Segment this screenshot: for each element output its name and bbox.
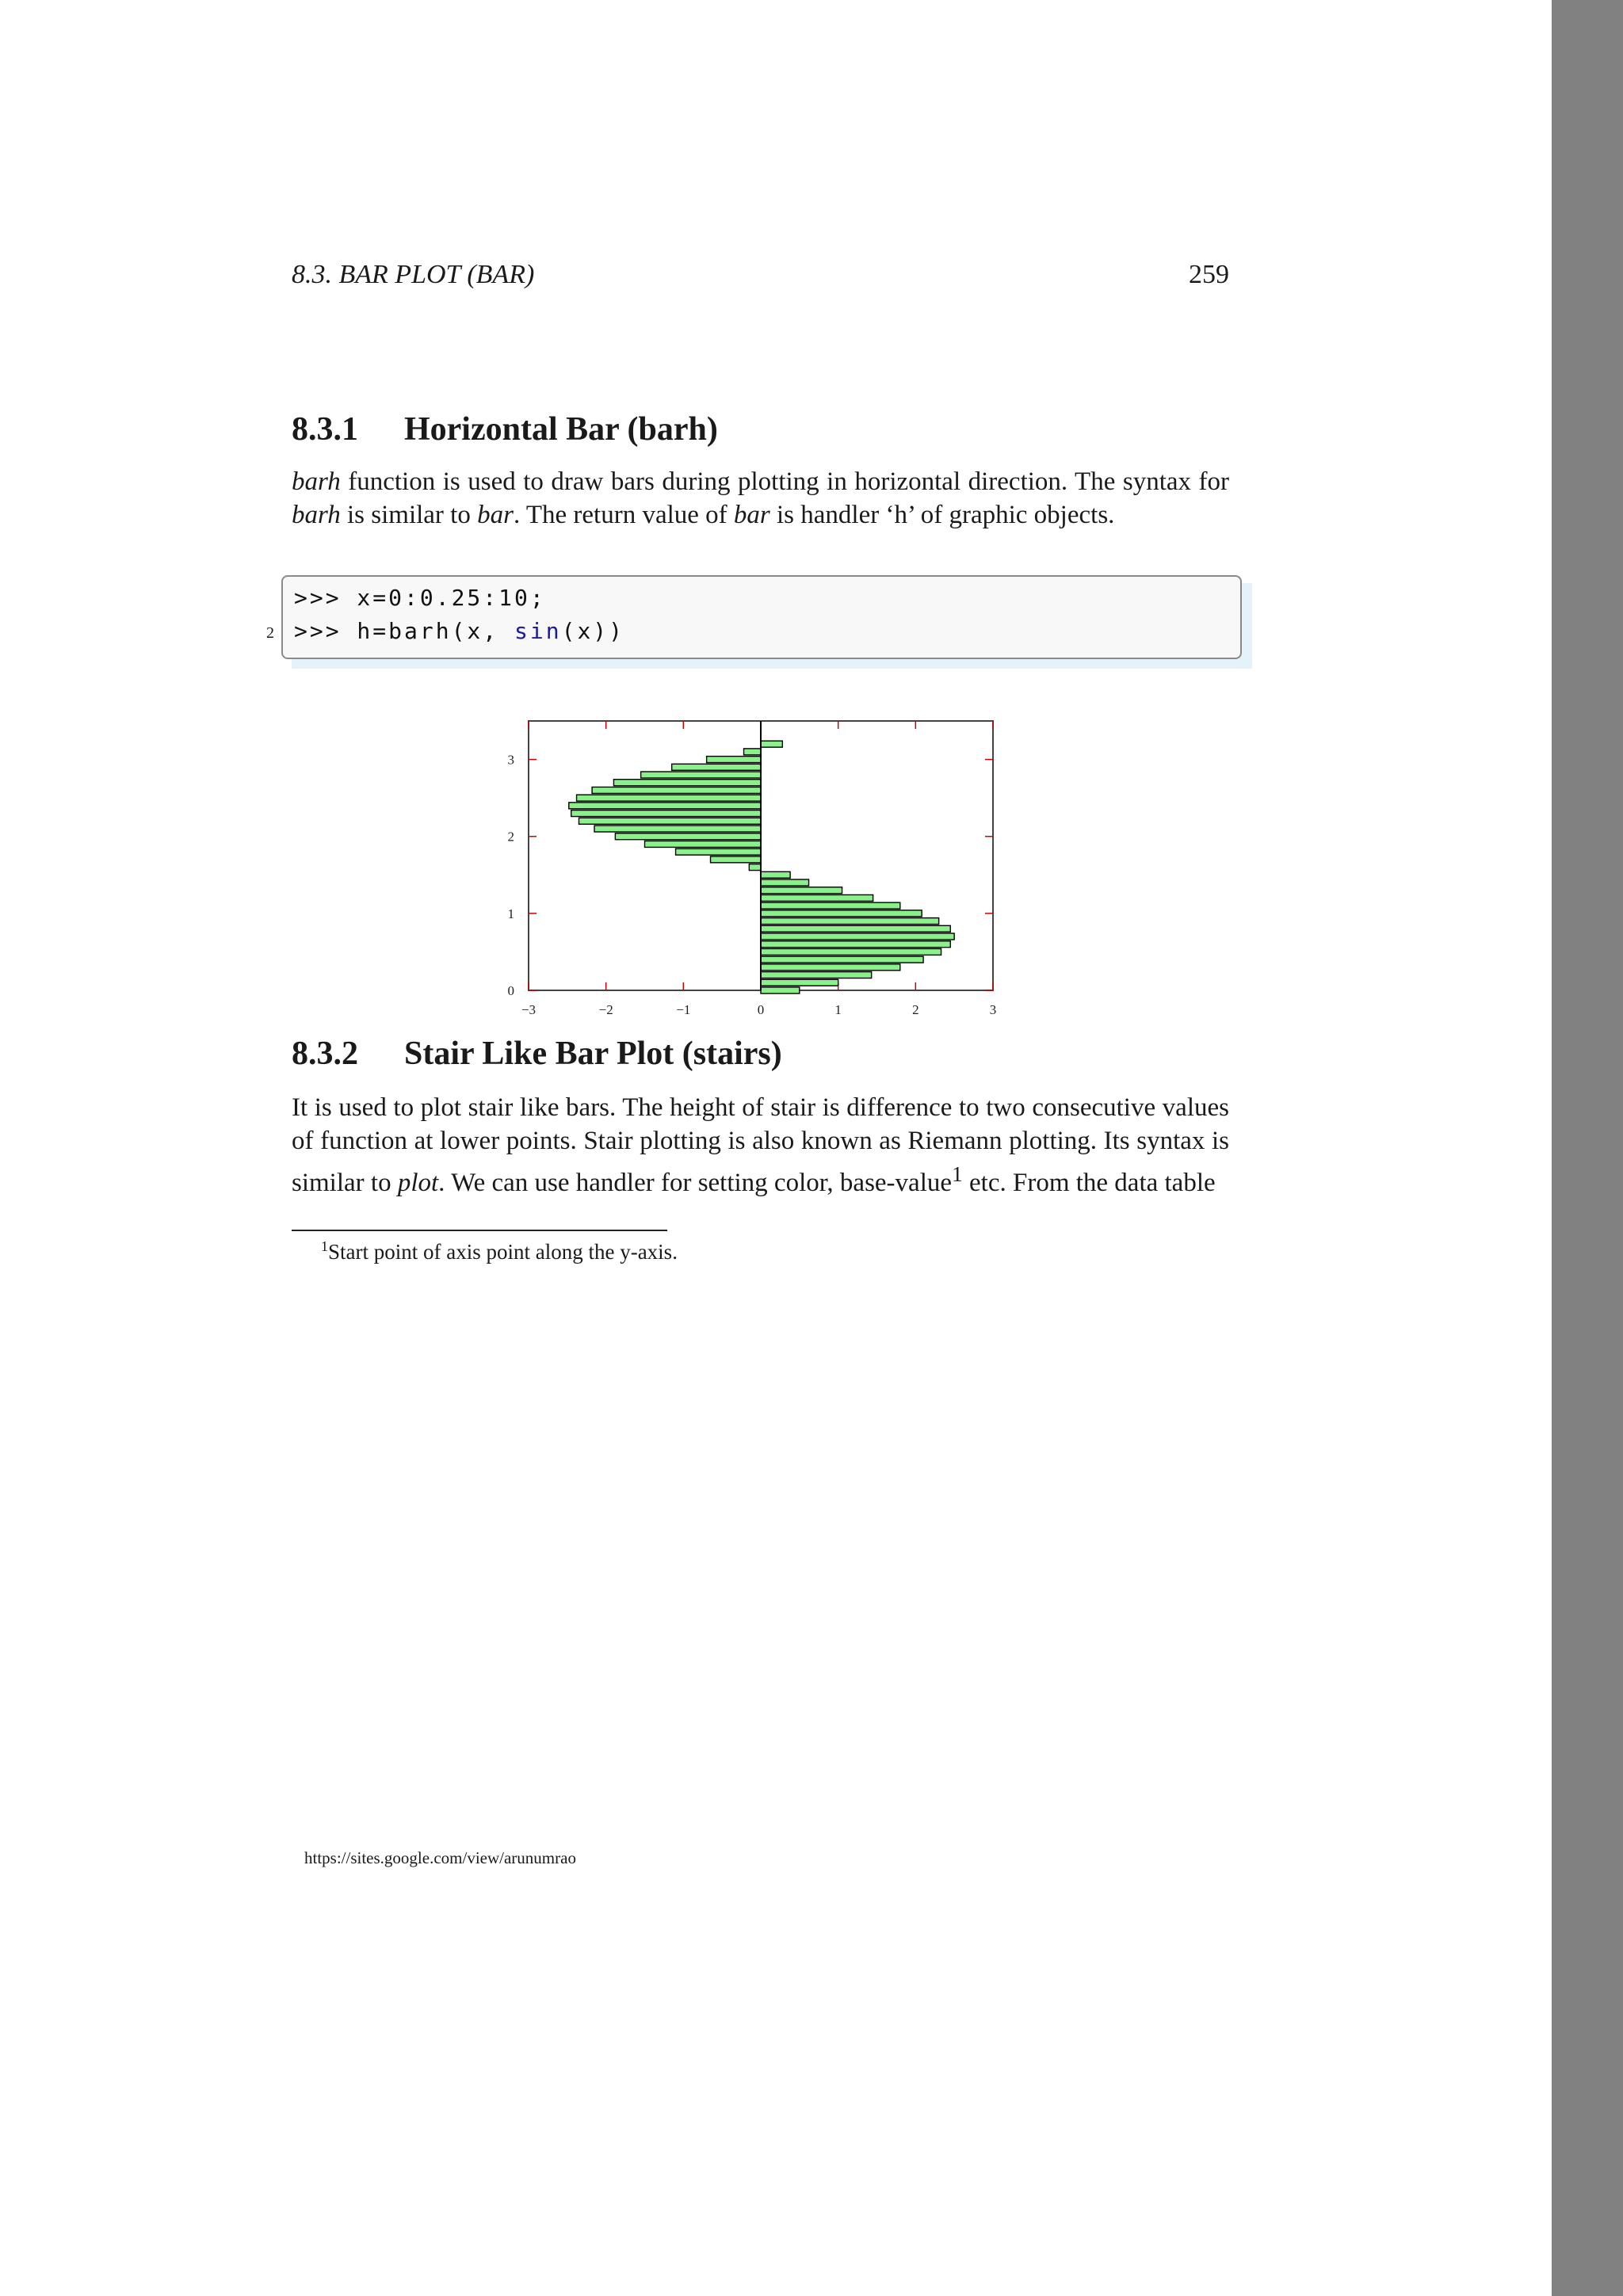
bar <box>613 780 761 786</box>
bar <box>761 910 922 917</box>
bar <box>761 933 954 940</box>
bar <box>761 941 950 948</box>
bar <box>761 987 800 994</box>
text-run: is similar to <box>340 501 478 529</box>
bar <box>761 956 923 963</box>
bar <box>645 841 762 847</box>
code-line-2 <box>294 618 624 644</box>
bar <box>749 864 761 871</box>
x-tick-label: 3 <box>989 1002 997 1017</box>
bar <box>761 948 941 955</box>
emph-term: bar <box>733 501 770 529</box>
running-header: 8.3. BAR PLOT (BAR) <box>292 260 535 289</box>
section-heading-stairs <box>292 1035 782 1073</box>
text-run: . The return value of <box>513 501 734 529</box>
bar <box>761 871 790 878</box>
text-run: is handler ‘h’ of graphic objects. <box>769 501 1115 529</box>
emph-term: barh <box>292 467 341 496</box>
bar <box>641 772 761 778</box>
code-text: (x)) <box>561 618 625 644</box>
bar <box>744 749 761 755</box>
code-text: >>> h=barh(x, <box>294 618 515 644</box>
footer-url: https://sites.google.com/view/arunumrao <box>304 1848 576 1867</box>
section-heading-barh <box>292 410 718 448</box>
text-run: etc. From the data table <box>962 1169 1216 1197</box>
bar <box>761 972 872 978</box>
code-line-number: 2 <box>266 624 274 642</box>
page-number: 259 <box>1189 260 1229 289</box>
bar <box>594 826 761 832</box>
emph-term: bar <box>477 501 514 529</box>
bar <box>615 833 761 840</box>
bar <box>761 964 900 971</box>
barh-chart <box>491 705 1014 1030</box>
paragraph-stairs <box>292 1091 1229 1199</box>
footnote-marker: 1 <box>952 1161 963 1186</box>
bar <box>592 787 761 793</box>
footnote-mark: 1 <box>321 1238 328 1254</box>
bar <box>761 887 842 894</box>
x-tick-label: 1 <box>834 1002 842 1017</box>
bar <box>672 764 761 770</box>
emph-term: plot <box>397 1169 439 1197</box>
bar <box>761 979 838 986</box>
text-run: . We can use handler for setting color, base-value <box>438 1169 953 1197</box>
bar <box>676 849 761 855</box>
section-number: 8.3.1 <box>292 411 358 448</box>
bar <box>579 818 761 824</box>
text-run: function is used to draw bars during plotting in horizontal direction. The syntax for <box>340 467 1229 496</box>
bar <box>761 879 809 886</box>
bar <box>761 894 873 901</box>
section-title: Horizontal Bar (barh) <box>404 411 718 448</box>
paragraph-barh <box>292 465 1229 532</box>
y-tick-label: 3 <box>507 752 514 768</box>
y-tick-label: 0 <box>507 983 514 998</box>
code-line-1: >>> x=0:0.25:10; <box>294 585 546 611</box>
y-tick-label: 2 <box>507 829 514 845</box>
x-tick-label: −1 <box>676 1002 691 1017</box>
section-title: Stair Like Bar Plot (stairs) <box>404 1035 782 1072</box>
emph-term: barh <box>292 501 341 529</box>
footnote <box>321 1238 678 1264</box>
x-tick-label: −3 <box>521 1002 537 1017</box>
bar <box>577 795 761 801</box>
footnote-rule <box>292 1230 667 1231</box>
text-run: It is used to plot stair like bars. The height of stair is difference to two consecutive values of function at lower points. Stair plotting is also known as Riemann plotting. Its syntax is similar to <box>292 1093 1229 1197</box>
section-number: 8.3.2 <box>292 1035 358 1072</box>
footnote-text: Start point of axis point along the y-axis. <box>328 1240 678 1264</box>
code-keyword: sin <box>514 618 562 644</box>
bar <box>761 741 782 747</box>
bar <box>761 925 950 932</box>
bar <box>571 810 761 817</box>
code-block <box>281 575 1242 659</box>
bar <box>761 902 900 909</box>
y-tick-label: 1 <box>507 906 514 921</box>
bar <box>569 803 761 809</box>
x-tick-label: −2 <box>598 1002 613 1017</box>
bar <box>761 918 939 925</box>
bar <box>711 856 761 863</box>
page-side-margin <box>1552 0 1623 2296</box>
x-tick-label: 2 <box>912 1002 919 1017</box>
bar <box>707 757 761 763</box>
x-tick-label: 0 <box>757 1002 765 1017</box>
